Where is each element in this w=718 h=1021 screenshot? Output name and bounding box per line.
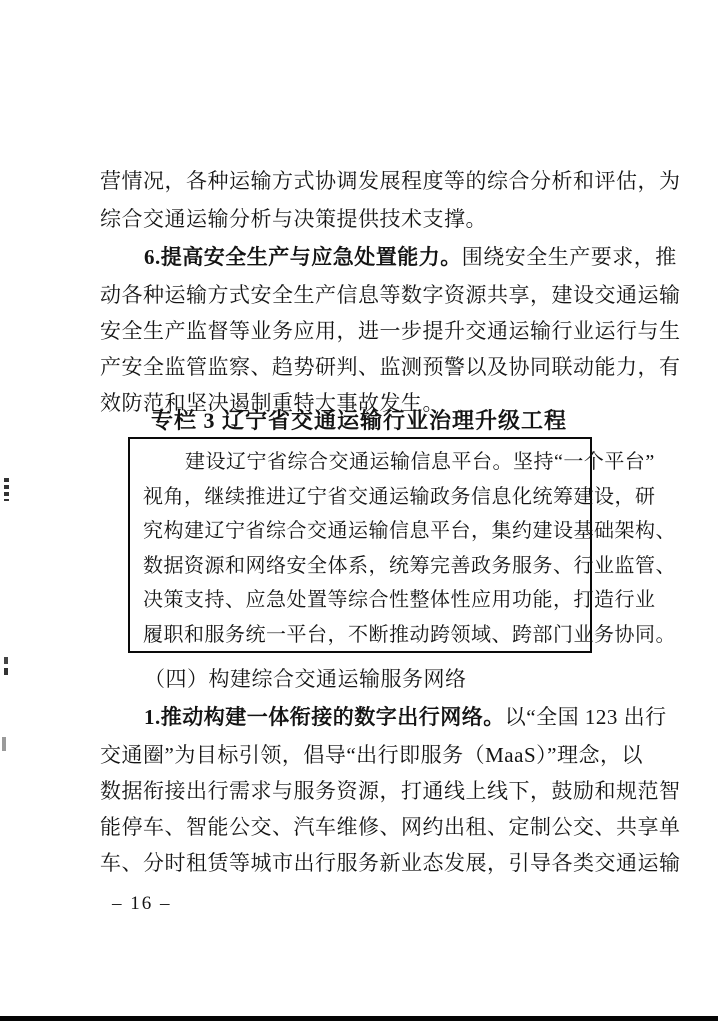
- body-line: 营情况，各种运输方式协调发展程度等的综合分析和评估，为: [100, 169, 681, 193]
- scan-dot: [4, 668, 8, 675]
- section-6-heading: 6.提高安全生产与应急处置能力。: [144, 245, 462, 269]
- scan-bar: [2, 737, 6, 751]
- body-line: 安全生产监督等业务应用，进一步提升交通运输行业运行与生: [100, 319, 681, 343]
- column-box: [128, 437, 676, 653]
- box-line: 究构建辽宁省综合交通运输信息平台，集约建设基础架构、: [143, 520, 676, 542]
- body-text: 围绕安全生产要求，推: [461, 245, 677, 269]
- body-line: 交通圈”为目标引领，倡导“出行即服务（MaaS）”理念，以: [100, 743, 643, 767]
- column-box-title: 专栏 3 辽宁省交通运输行业治理升级工程: [150, 408, 567, 433]
- body-line: 能停车、智能公交、汽车维修、网约出租、定制公交、共享单: [100, 815, 681, 839]
- body-line: 综合交通运输分析与决策提供技术支撑。: [100, 207, 487, 231]
- box-line: 履职和服务统一平台，不断推动跨领域、跨部门业务协同。: [143, 623, 676, 646]
- scan-dot: [4, 657, 8, 664]
- body-line: 效防范和坚决遏制重特大事故发生。: [100, 391, 444, 415]
- box-line: 建设辽宁省综合交通运输信息平台。坚持“一个平台”: [185, 451, 655, 473]
- page-number: – 16 –: [112, 893, 172, 914]
- scan-smudge: [4, 478, 9, 501]
- body-line-section-6: [100, 238, 677, 276]
- body-text: 以“全国 123 出行: [504, 705, 667, 729]
- item-1-heading: 1.推动构建一体衔接的数字出行网络。: [144, 705, 505, 729]
- box-line: 数据资源和网络安全体系，统筹完善政务服务、行业监管、: [143, 554, 676, 577]
- body-line: 车、分时租赁等城市出行服务新业态发展，引导各类交通运输: [100, 851, 681, 875]
- box-line: 视角，继续推进辽宁省交通运输政务信息化统筹建设，研: [143, 485, 656, 508]
- body-line: 数据衔接出行需求与服务资源，打通线上线下，鼓励和规范智: [100, 779, 681, 803]
- box-line: 决策支持、应急处置等综合性整体性应用功能，打造行业: [143, 589, 656, 611]
- body-line-item-1: [100, 698, 667, 736]
- body-line: 产安全监管监察、趋势研判、监测预警以及协同联动能力，有: [100, 355, 681, 379]
- body-line: 动各种运输方式安全生产信息等数字资源共享，建设交通运输: [100, 283, 681, 307]
- subsection-4-heading: （四）构建综合交通运输服务网络: [144, 667, 467, 691]
- scan-edge-bottom: [0, 1016, 718, 1021]
